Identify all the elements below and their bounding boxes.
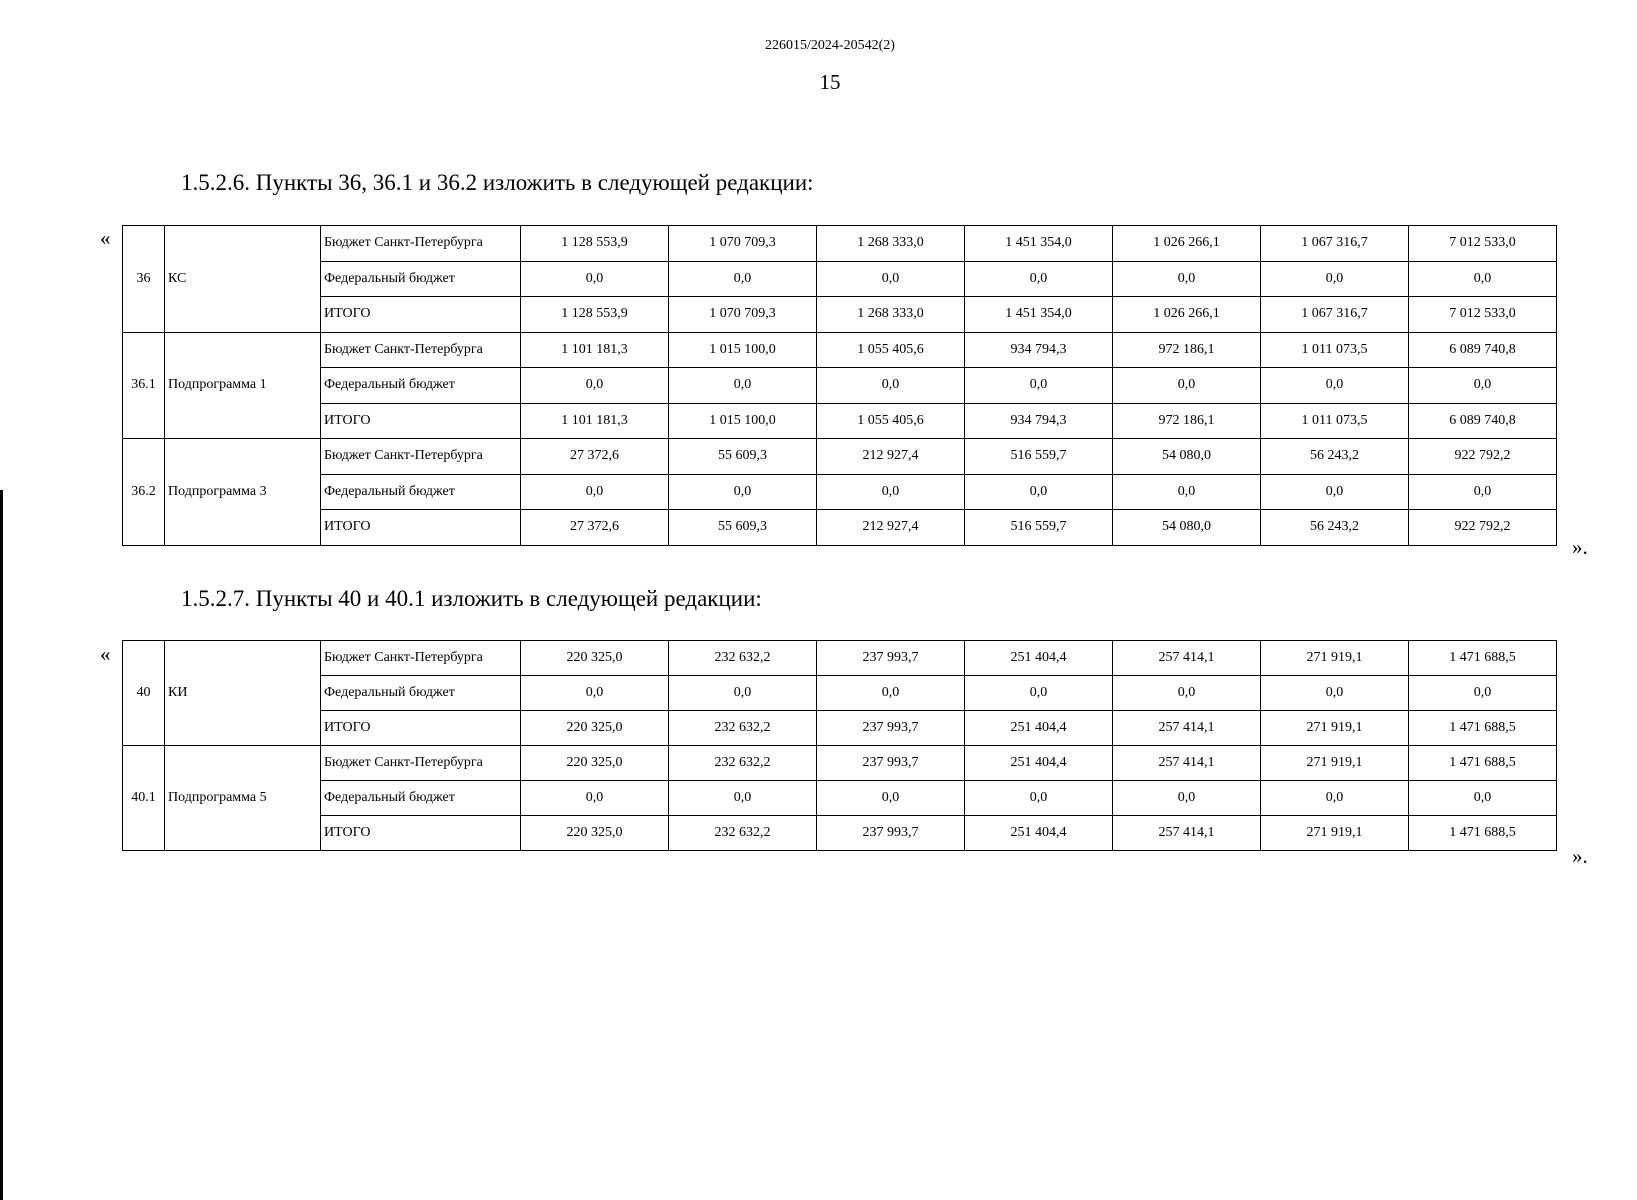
year-value-cell: 0,0 — [1261, 781, 1409, 816]
item-name: КС — [165, 226, 321, 333]
item-name: Подпрограмма 5 — [165, 746, 321, 851]
year-value-cell: 232 632,2 — [669, 711, 817, 746]
year-value-cell: 271 919,1 — [1261, 816, 1409, 851]
year-value-cell: 0,0 — [521, 474, 669, 510]
year-value-cell: 1 055 405,6 — [817, 332, 965, 368]
table-row — [123, 510, 1557, 546]
year-value-cell: 1 011 073,5 — [1261, 332, 1409, 368]
year-value-cell: 257 414,1 — [1113, 711, 1261, 746]
item-name: Подпрограмма 1 — [165, 332, 321, 439]
funding-source: Федеральный бюджет — [321, 474, 521, 510]
funding-source: Бюджет Санкт-Петербурга — [321, 226, 521, 262]
year-value-cell: 232 632,2 — [669, 816, 817, 851]
year-value-cell: 0,0 — [817, 676, 965, 711]
year-value-cell: 212 927,4 — [817, 510, 965, 546]
scan-edge-line — [0, 490, 3, 1200]
funding-table-2 — [122, 640, 1557, 851]
year-value-cell: 0,0 — [521, 261, 669, 297]
table-row — [123, 641, 1557, 676]
year-value-cell: 257 414,1 — [1113, 641, 1261, 676]
total-value-cell: 6 089 740,8 — [1409, 332, 1557, 368]
year-value-cell: 0,0 — [1261, 368, 1409, 404]
year-value-cell: 0,0 — [1261, 261, 1409, 297]
table-row — [123, 474, 1557, 510]
year-value-cell: 1 011 073,5 — [1261, 403, 1409, 439]
total-value-cell: 0,0 — [1409, 474, 1557, 510]
year-value-cell: 251 404,4 — [965, 641, 1113, 676]
funding-source: ИТОГО — [321, 816, 521, 851]
year-value-cell: 0,0 — [817, 474, 965, 510]
year-value-cell: 271 919,1 — [1261, 746, 1409, 781]
year-value-cell: 1 015 100,0 — [669, 332, 817, 368]
year-value-cell: 0,0 — [817, 368, 965, 404]
item-number: 36 — [123, 226, 165, 333]
year-value-cell: 56 243,2 — [1261, 439, 1409, 475]
year-value-cell: 1 451 354,0 — [965, 297, 1113, 333]
year-value-cell: 1 026 266,1 — [1113, 226, 1261, 262]
year-value-cell: 1 451 354,0 — [965, 226, 1113, 262]
year-value-cell: 0,0 — [1113, 261, 1261, 297]
opening-quote-1: « — [100, 226, 111, 250]
year-value-cell: 237 993,7 — [817, 816, 965, 851]
table-row — [123, 439, 1557, 475]
total-value-cell: 1 471 688,5 — [1409, 641, 1557, 676]
year-value-cell: 0,0 — [1113, 368, 1261, 404]
year-value-cell: 220 325,0 — [521, 746, 669, 781]
year-value-cell: 54 080,0 — [1113, 510, 1261, 546]
funding-source: Федеральный бюджет — [321, 368, 521, 404]
year-value-cell: 27 372,6 — [521, 439, 669, 475]
year-value-cell: 1 015 100,0 — [669, 403, 817, 439]
table-row — [123, 368, 1557, 404]
year-value-cell: 972 186,1 — [1113, 332, 1261, 368]
funding-source: ИТОГО — [321, 403, 521, 439]
total-value-cell: 0,0 — [1409, 368, 1557, 404]
year-value-cell: 251 404,4 — [965, 711, 1113, 746]
item-number: 36.1 — [123, 332, 165, 439]
year-value-cell: 220 325,0 — [521, 641, 669, 676]
year-value-cell: 0,0 — [1113, 474, 1261, 510]
section-heading-1: 1.5.2.6. Пункты 36, 36.1 и 36.2 изложить в следующей редакции: — [181, 170, 814, 195]
year-value-cell: 232 632,2 — [669, 641, 817, 676]
year-value-cell: 0,0 — [965, 261, 1113, 297]
funding-source: Бюджет Санкт-Петербурга — [321, 439, 521, 475]
year-value-cell: 1 128 553,9 — [521, 226, 669, 262]
total-value-cell: 0,0 — [1409, 261, 1557, 297]
year-value-cell: 54 080,0 — [1113, 439, 1261, 475]
funding-source: ИТОГО — [321, 510, 521, 546]
opening-quote-2: « — [100, 642, 111, 666]
total-value-cell: 922 792,2 — [1409, 439, 1557, 475]
year-value-cell: 56 243,2 — [1261, 510, 1409, 546]
total-value-cell: 922 792,2 — [1409, 510, 1557, 546]
year-value-cell: 516 559,7 — [965, 439, 1113, 475]
total-value-cell: 0,0 — [1409, 781, 1557, 816]
year-value-cell: 0,0 — [669, 676, 817, 711]
year-value-cell: 0,0 — [669, 261, 817, 297]
year-value-cell: 0,0 — [1113, 676, 1261, 711]
year-value-cell: 934 794,3 — [965, 403, 1113, 439]
year-value-cell: 237 993,7 — [817, 711, 965, 746]
total-value-cell: 1 471 688,5 — [1409, 711, 1557, 746]
year-value-cell: 0,0 — [1261, 676, 1409, 711]
year-value-cell: 1 268 333,0 — [817, 297, 965, 333]
year-value-cell: 0,0 — [817, 261, 965, 297]
year-value-cell: 1 101 181,3 — [521, 332, 669, 368]
year-value-cell: 0,0 — [1261, 474, 1409, 510]
year-value-cell: 257 414,1 — [1113, 816, 1261, 851]
year-value-cell: 0,0 — [521, 676, 669, 711]
table-row — [123, 403, 1557, 439]
year-value-cell: 934 794,3 — [965, 332, 1113, 368]
item-number: 40.1 — [123, 746, 165, 851]
funding-source: ИТОГО — [321, 711, 521, 746]
funding-table-1 — [122, 225, 1557, 546]
year-value-cell: 516 559,7 — [965, 510, 1113, 546]
year-value-cell: 0,0 — [669, 474, 817, 510]
table-row — [123, 816, 1557, 851]
year-value-cell: 0,0 — [669, 781, 817, 816]
year-value-cell: 1 101 181,3 — [521, 403, 669, 439]
total-value-cell: 1 471 688,5 — [1409, 746, 1557, 781]
funding-source: Бюджет Санкт-Петербурга — [321, 332, 521, 368]
year-value-cell: 1 070 709,3 — [669, 297, 817, 333]
table-row — [123, 746, 1557, 781]
funding-source: Федеральный бюджет — [321, 676, 521, 711]
section-heading-2: 1.5.2.7. Пункты 40 и 40.1 изложить в следующей редакции: — [181, 586, 762, 611]
document-number: 226015/2024-20542(2) — [765, 38, 895, 53]
year-value-cell: 1 055 405,6 — [817, 403, 965, 439]
year-value-cell: 0,0 — [521, 781, 669, 816]
table-row — [123, 297, 1557, 333]
year-value-cell: 0,0 — [521, 368, 669, 404]
item-name: Подпрограмма 3 — [165, 439, 321, 546]
total-value-cell: 0,0 — [1409, 676, 1557, 711]
table-row — [123, 781, 1557, 816]
year-value-cell: 27 372,6 — [521, 510, 669, 546]
year-value-cell: 55 609,3 — [669, 510, 817, 546]
year-value-cell: 0,0 — [817, 781, 965, 816]
year-value-cell: 212 927,4 — [817, 439, 965, 475]
year-value-cell: 220 325,0 — [521, 816, 669, 851]
year-value-cell: 55 609,3 — [669, 439, 817, 475]
table-row — [123, 711, 1557, 746]
closing-quote-2: ». — [1572, 844, 1588, 868]
year-value-cell: 251 404,4 — [965, 746, 1113, 781]
year-value-cell: 220 325,0 — [521, 711, 669, 746]
year-value-cell: 0,0 — [669, 368, 817, 404]
table-row — [123, 676, 1557, 711]
year-value-cell: 237 993,7 — [817, 641, 965, 676]
year-value-cell: 0,0 — [1113, 781, 1261, 816]
year-value-cell: 0,0 — [965, 781, 1113, 816]
year-value-cell: 1 067 316,7 — [1261, 226, 1409, 262]
item-number: 40 — [123, 641, 165, 746]
table-row — [123, 226, 1557, 262]
total-value-cell: 7 012 533,0 — [1409, 226, 1557, 262]
total-value-cell: 7 012 533,0 — [1409, 297, 1557, 333]
item-name: КИ — [165, 641, 321, 746]
total-value-cell: 6 089 740,8 — [1409, 403, 1557, 439]
closing-quote-1: ». — [1572, 535, 1588, 559]
year-value-cell: 0,0 — [965, 474, 1113, 510]
year-value-cell: 257 414,1 — [1113, 746, 1261, 781]
table-row — [123, 332, 1557, 368]
funding-source: Федеральный бюджет — [321, 781, 521, 816]
year-value-cell: 271 919,1 — [1261, 641, 1409, 676]
year-value-cell: 271 919,1 — [1261, 711, 1409, 746]
year-value-cell: 0,0 — [965, 368, 1113, 404]
year-value-cell: 972 186,1 — [1113, 403, 1261, 439]
year-value-cell: 251 404,4 — [965, 816, 1113, 851]
funding-source: Бюджет Санкт-Петербурга — [321, 746, 521, 781]
funding-source: Бюджет Санкт-Петербурга — [321, 641, 521, 676]
year-value-cell: 1 268 333,0 — [817, 226, 965, 262]
item-number: 36.2 — [123, 439, 165, 546]
year-value-cell: 1 026 266,1 — [1113, 297, 1261, 333]
funding-source: Федеральный бюджет — [321, 261, 521, 297]
year-value-cell: 1 128 553,9 — [521, 297, 669, 333]
table-row — [123, 261, 1557, 297]
year-value-cell: 1 067 316,7 — [1261, 297, 1409, 333]
year-value-cell: 232 632,2 — [669, 746, 817, 781]
year-value-cell: 237 993,7 — [817, 746, 965, 781]
year-value-cell: 1 070 709,3 — [669, 226, 817, 262]
year-value-cell: 0,0 — [965, 676, 1113, 711]
page-number: 15 — [819, 70, 841, 94]
total-value-cell: 1 471 688,5 — [1409, 816, 1557, 851]
funding-source: ИТОГО — [321, 297, 521, 333]
